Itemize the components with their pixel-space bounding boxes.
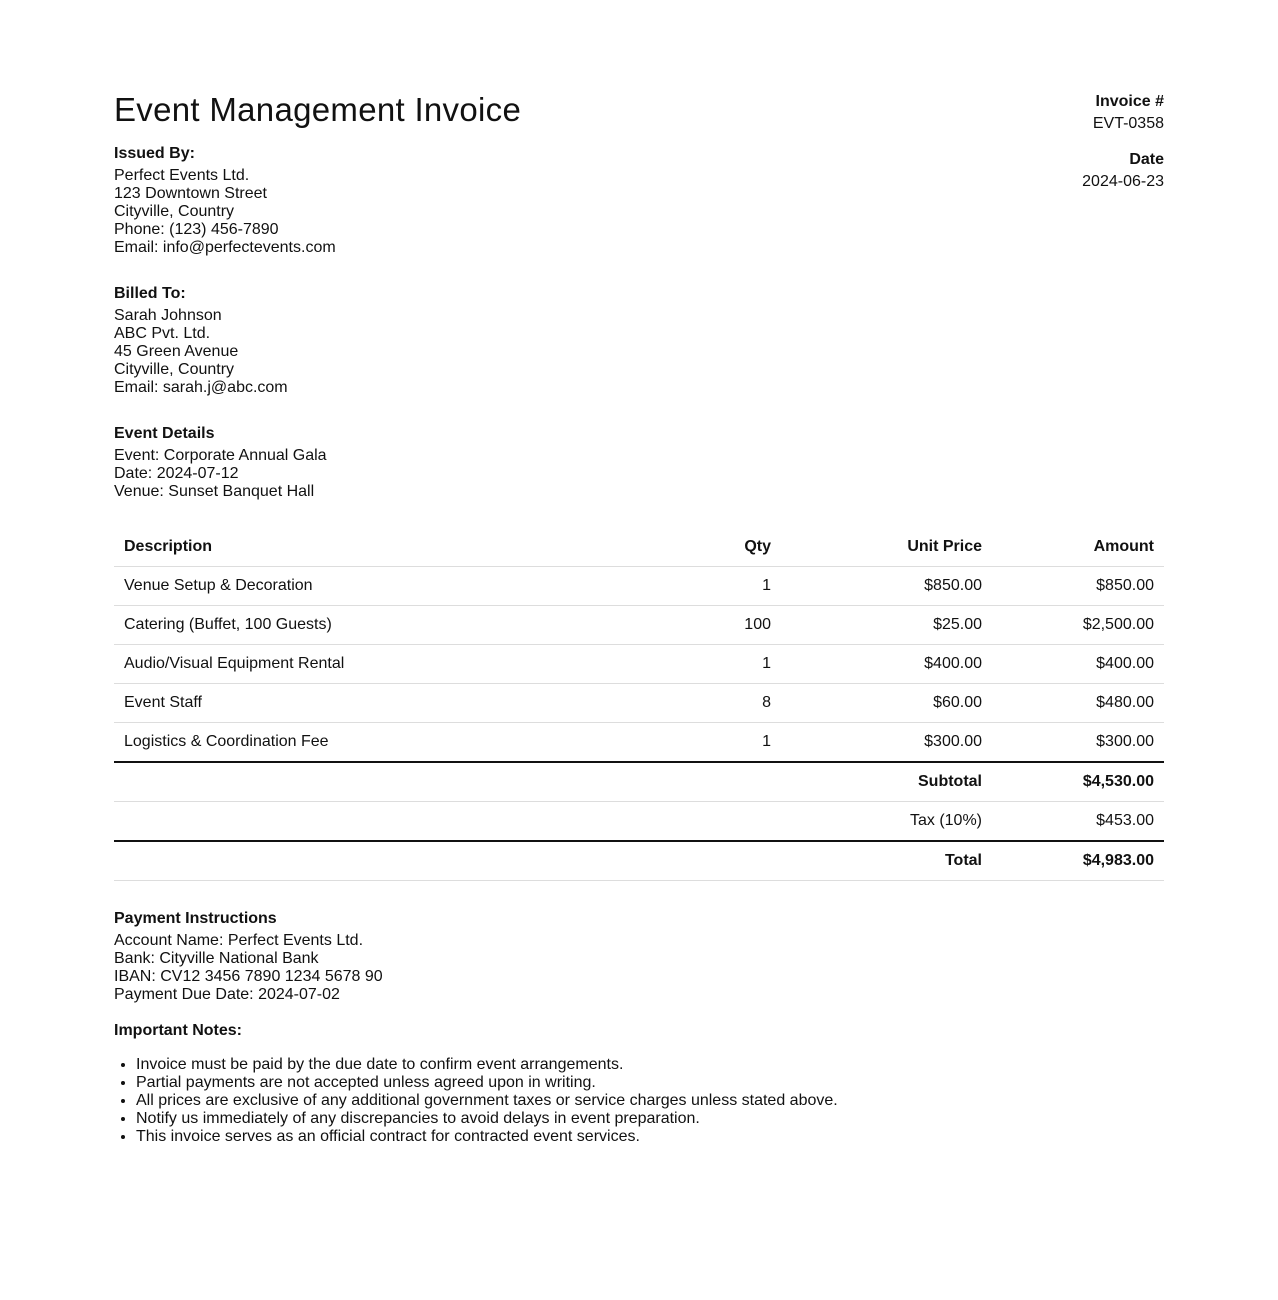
client-street: 45 Green Avenue [114,343,239,360]
billed-to-heading: Billed To: [114,285,186,302]
invoice-number: EVT-0358 [1092,115,1164,132]
table-header-row [114,528,1164,567]
tax-value: $453.00 [992,802,1164,842]
payment-bank: Bank: Cityville National Bank [114,950,319,967]
item-unit-price: $25.00 [781,606,992,645]
item-unit-price: $300.00 [781,723,992,763]
list-item: • This invoice serves as an official contract for contracted event services. [136,1128,838,1146]
table-row [114,606,1164,645]
invoice-number-label: Invoice # [1095,93,1164,110]
billed-to-section [114,285,288,397]
notes-heading: Important Notes: [114,1022,242,1039]
item-qty: 1 [654,567,781,606]
invoice-date: 2024-06-23 [1082,173,1164,190]
subtotal-row [114,762,1164,802]
event-details-heading: Event Details [114,425,215,442]
column-header-unit-price: Unit Price [781,528,992,567]
event-venue: Venue: Sunset Banquet Hall [114,483,315,500]
issuer-phone: Phone: (123) 456-7890 [114,221,279,238]
invoice-meta [1082,91,1164,193]
event-name: Event: Corporate Annual Gala [114,447,327,464]
list-item: • Invoice must be paid by the due date to confirm event arrangements. [136,1056,838,1074]
notes-list [114,1056,838,1146]
item-description: Catering (Buffet, 100 Guests) [114,606,654,645]
payment-instructions-section [114,910,383,1004]
table-row [114,567,1164,606]
item-amount: $480.00 [992,684,1164,723]
issuer-street: 123 Downtown Street [114,185,267,202]
issuer-name: Perfect Events Ltd. [114,167,250,184]
item-qty: 1 [654,723,781,763]
table-row [114,645,1164,684]
item-description: Event Staff [114,684,654,723]
table-row [114,723,1164,763]
list-item: • Partial payments are not accepted unless agreed upon in writing. [136,1074,838,1092]
invoice-title: Event Management Invoice [114,91,522,128]
table-row [114,684,1164,723]
tax-row [114,802,1164,842]
item-qty: 1 [654,645,781,684]
item-amount: $400.00 [992,645,1164,684]
invoice-date-block [1082,149,1164,193]
subtotal-value: $4,530.00 [992,762,1164,802]
issued-by-heading: Issued By: [114,145,195,162]
item-unit-price: $850.00 [781,567,992,606]
total-row [114,841,1164,881]
column-header-qty: Qty [654,528,781,567]
important-notes-section [114,1022,838,1146]
item-unit-price: $400.00 [781,645,992,684]
total-label: Total [781,841,992,881]
issued-by-section [114,145,336,257]
client-email: Email: sarah.j@abc.com [114,379,288,396]
tax-label: Tax (10%) [781,802,992,842]
column-header-description: Description [114,528,654,567]
client-name: Sarah Johnson [114,307,222,324]
issuer-city: Cityville, Country [114,203,235,220]
total-value: $4,983.00 [992,841,1164,881]
issuer-email: Email: info@perfectevents.com [114,239,336,256]
client-city: Cityville, Country [114,361,235,378]
list-item: • All prices are exclusive of any additional government taxes or service charges unless stated above. [136,1092,838,1110]
client-company: ABC Pvt. Ltd. [114,325,211,342]
item-qty: 100 [654,606,781,645]
event-details-section [114,425,327,501]
item-unit-price: $60.00 [781,684,992,723]
item-description: Venue Setup & Decoration [114,567,654,606]
invoice-date-label: Date [1129,151,1164,168]
item-description: Logistics & Coordination Fee [114,723,654,763]
event-date: Date: 2024-07-12 [114,465,239,482]
invoice-number-block [1082,91,1164,135]
item-amount: $300.00 [992,723,1164,763]
line-items-table [114,528,1164,881]
payment-due-date: Payment Due Date: 2024-07-02 [114,986,340,1003]
payment-iban: IBAN: CV12 3456 7890 1234 5678 90 [114,968,383,985]
list-item: • Notify us immediately of any discrepancies to avoid delays in event preparation. [136,1110,838,1128]
column-header-amount: Amount [992,528,1164,567]
payment-account-name: Account Name: Perfect Events Ltd. [114,932,364,949]
subtotal-label: Subtotal [781,762,992,802]
item-description: Audio/Visual Equipment Rental [114,645,654,684]
item-amount: $2,500.00 [992,606,1164,645]
item-amount: $850.00 [992,567,1164,606]
payment-heading: Payment Instructions [114,910,277,927]
item-qty: 8 [654,684,781,723]
